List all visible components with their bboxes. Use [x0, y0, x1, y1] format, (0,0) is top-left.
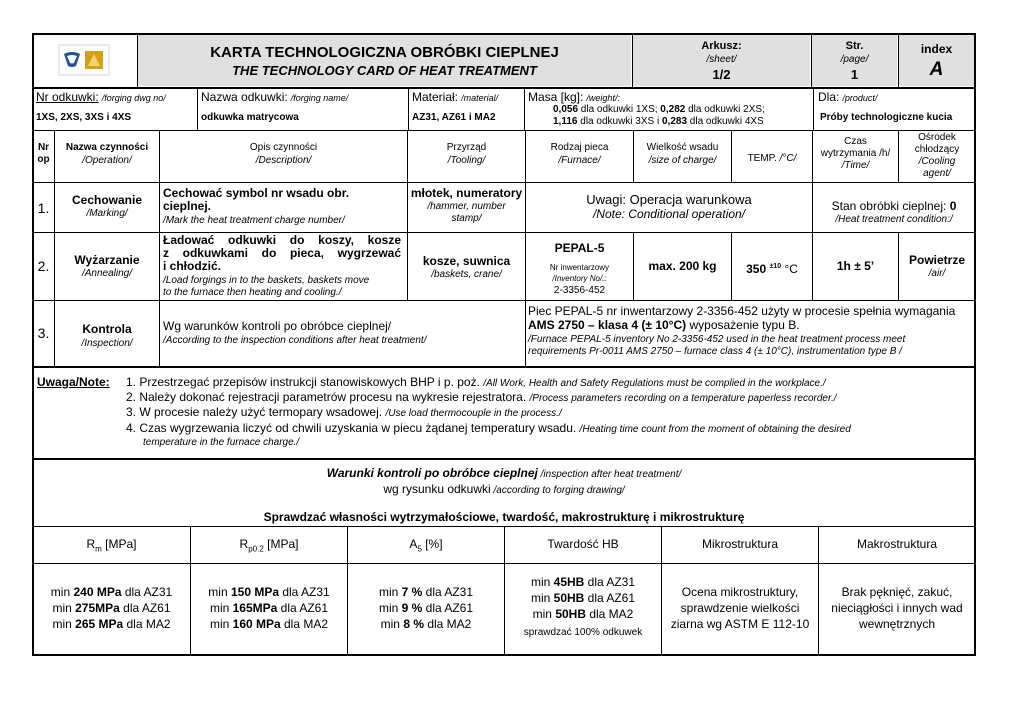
- line-v: [197, 87, 198, 130]
- prop-rm-alloy: dla AZ31: [121, 585, 173, 599]
- prop-rm-alloy: dla AZ61: [119, 601, 171, 615]
- prop-rm-line: [33, 600, 190, 616]
- prop-rm-value: 240 MPa: [73, 585, 122, 599]
- prop-a-alloy: dla AZ31: [422, 585, 474, 599]
- row3-furnace-en-1: /Furnace PEPAL-5 inventory No 2-3356-452 used in the heat treatment process meet: [528, 334, 906, 345]
- prop-rp-head: [191, 538, 347, 555]
- line-h: [32, 300, 976, 301]
- prop-a-symbol: A: [409, 537, 418, 551]
- prop-macro-values: [819, 584, 975, 632]
- col-size-en: /size of charge/: [648, 155, 717, 166]
- line-h: [32, 366, 976, 368]
- prop-rm-alloy: dla MA2: [123, 617, 171, 631]
- col-agent-2: chłodzący: [914, 144, 960, 155]
- row2-inv-value: 2-3356-452: [553, 285, 606, 296]
- note-2-en: /Process parameters recording on a temperature paperless recorder./: [529, 393, 837, 404]
- sheet-value: 1/2: [712, 67, 731, 82]
- page-label-en: /page/: [840, 54, 869, 65]
- prop-hb-value: 45HB: [553, 575, 585, 589]
- col-desc-en: /Description/: [255, 155, 312, 166]
- prop-hb-line: [505, 606, 661, 622]
- prop-macro-line: wewnętrznych: [858, 617, 936, 631]
- row3-desc: Wg warunków kontroli po obróbce cieplnej/: [163, 319, 392, 333]
- prop-a-value: 7 %: [401, 585, 423, 599]
- col-tool-en: /Tooling/: [447, 155, 486, 166]
- product-label: [818, 91, 877, 104]
- prop-hb-value: 50HB: [555, 607, 586, 621]
- mass-label-text: Masa [kg]:: [528, 90, 584, 104]
- row2-name-en: /Annealing/: [81, 268, 133, 279]
- min-label: min: [208, 585, 231, 599]
- row3-name-en: /Inspection/: [81, 338, 133, 349]
- row2-agent-en: /air/: [928, 268, 946, 279]
- sheet-label: Arkusz:: [701, 40, 742, 52]
- prop-micro-line: Ocena mikrostruktury,: [681, 585, 799, 599]
- col-agent: Ośrodek: [918, 132, 956, 143]
- company-logo: [58, 44, 110, 76]
- line-h: [32, 182, 976, 183]
- col-temp-text: TEMP.: [747, 153, 780, 164]
- row2-nr: 2.: [37, 258, 50, 274]
- prop-rm-unit: [MPa]: [101, 537, 137, 551]
- note-3-text: 3. W procesie należy użyć termopary wsadowej.: [126, 405, 386, 419]
- row2-name: Wyżarzanie: [74, 253, 140, 267]
- prop-micro-head: Mikrostruktura: [701, 537, 778, 551]
- title-pl: KARTA TECHNOLOGICZNA OBRÓBKI CIEPLNEJ: [210, 44, 559, 61]
- min-label: min: [209, 617, 233, 631]
- prop-rp-unit: [MPa]: [263, 537, 299, 551]
- prop-a-alloy: dla AZ61: [422, 601, 474, 615]
- prop-rm-line: [33, 584, 190, 600]
- prop-a-head: [348, 538, 504, 555]
- note-4-en-2: temperature in the furnace charge./: [143, 437, 300, 448]
- row2-temp-unit: °C: [781, 262, 798, 276]
- prop-rm-value: 275MPa: [75, 601, 120, 615]
- prop-rp-alloy: dla AZ31: [279, 585, 330, 599]
- line-h: [32, 87, 976, 89]
- note-1: [126, 376, 826, 389]
- row2-desc-3: i chłodzić.: [163, 259, 222, 273]
- mass-label: [528, 91, 620, 104]
- prop-rm-line: [33, 616, 190, 632]
- product-label-en: /product/: [842, 93, 878, 103]
- prop-a-unit: [%]: [421, 537, 443, 551]
- line-h: [32, 130, 976, 131]
- line-v: [408, 87, 409, 130]
- row1-state: [813, 200, 975, 213]
- row3-name: Kontrola: [82, 322, 132, 336]
- mass-value: 0,282: [660, 104, 686, 115]
- forging-no-label: [36, 91, 166, 104]
- forging-no-label-en: /forging dwg no/: [101, 93, 166, 103]
- row1-tool: młotek, numeratory: [410, 186, 523, 200]
- row1-nr: 1.: [37, 200, 50, 216]
- row2-desc-1: Ładować odkuwki do koszy, kosze: [163, 233, 401, 247]
- page-label: Str.: [845, 40, 864, 52]
- prop-micro-values: [662, 584, 818, 632]
- col-time-en: /Time/: [841, 160, 870, 171]
- min-label: min: [52, 617, 76, 631]
- product-label-text: Dla:: [818, 90, 840, 104]
- mass-label-en: /weight/:: [586, 93, 620, 103]
- prop-hb-alloy: dla AZ61: [584, 591, 636, 605]
- row2-furnace: PEPAL-5: [554, 241, 605, 255]
- col-furnace: Rodzaj pieca: [550, 142, 609, 153]
- mass-value: 0,056: [553, 104, 579, 115]
- mass-text: dla odkuwki 2XS;: [685, 104, 765, 115]
- mass-line-1: [553, 104, 765, 115]
- inspection-sub: [33, 483, 975, 496]
- col-agent-en: /Cooling: [918, 156, 956, 167]
- prop-rp-line: [191, 600, 347, 616]
- prop-rp-alloy: dla MA2: [280, 617, 329, 631]
- index-value: A: [929, 59, 944, 80]
- row2-tool-en: /baskets, crane/: [431, 269, 502, 280]
- mass-text: dla odkuwki 4XS: [687, 116, 764, 127]
- prop-rm-values: [33, 584, 190, 632]
- prop-rp-symbol: R: [239, 537, 249, 551]
- min-label: min: [209, 601, 233, 615]
- forging-name-value: odkuwka matrycowa: [201, 112, 299, 123]
- note-1-en: /All Work, Health and Safety Regulations must be complied in the workplace./: [483, 378, 826, 389]
- col-time: Czas: [844, 136, 867, 147]
- prop-rm-head: [33, 538, 190, 555]
- note-2: [126, 391, 837, 404]
- product-value: Próby technologiczne kucia: [820, 112, 953, 123]
- min-label: min: [380, 617, 404, 631]
- prop-macro-line: Brak pęknięć, zakuć,: [841, 585, 953, 599]
- line-v: [524, 87, 525, 130]
- row3-desc-en: /According to the inspection conditions after heat treatment/: [163, 335, 427, 346]
- row1-note: Uwagi: Operacja warunkowa: [586, 192, 752, 207]
- col-furnace-en: /Furnace/: [558, 155, 601, 166]
- note-4-en: /Heating time count from the moment of obtaining the desired: [579, 424, 851, 435]
- row2-desc-en-2: to the furnace then heating and cooling./: [163, 287, 342, 298]
- row2-desc-en-1: /Load forgings in to the baskets, baskets move: [163, 275, 370, 286]
- prop-macro-head: Makrostruktura: [856, 537, 938, 551]
- row2-time: 1h ± 5’: [836, 259, 875, 273]
- forging-name-label-text: Nazwa odkuwki:: [201, 90, 288, 104]
- mass-value: 1,116: [553, 116, 578, 127]
- min-label: min: [530, 575, 554, 589]
- col-size: Wielkość wsadu: [646, 142, 719, 153]
- prop-rp-value: 160 MPa: [232, 617, 281, 631]
- col-agent-en-2: agent/: [923, 168, 951, 179]
- note-4: [126, 422, 851, 435]
- forging-no-label-text: Nr odkuwki:: [36, 90, 99, 104]
- row2-inv-label: Nr inwentarzowy: [549, 263, 610, 272]
- col-name: Nazwa czynności: [65, 142, 149, 153]
- prop-a-line: [348, 600, 504, 616]
- col-tool: Przyrząd: [446, 142, 487, 153]
- mass-value: 0,283: [661, 116, 688, 127]
- col-desc: Opis czynności: [249, 142, 318, 153]
- prop-a-values: [348, 584, 504, 632]
- mass-line-2: [553, 116, 764, 127]
- prop-hb-line: [505, 590, 661, 606]
- sheet-label-en: /sheet/: [706, 54, 737, 65]
- col-name-en: /Operation/: [82, 155, 132, 166]
- prop-rm-symbol: R: [86, 537, 96, 551]
- row3-furnace-2: [528, 319, 800, 332]
- col-op: op: [37, 154, 50, 165]
- mass-text: dla odkuwki 3XS i: [577, 116, 662, 127]
- row1-state-label: Stan obróbki cieplnej:: [831, 199, 950, 213]
- prop-rp-value: 165MPa: [232, 601, 278, 615]
- note-4-text: 4. Czas wygrzewania liczyć od chwili uzyskania w piecu żądanej temperatury wsadu.: [126, 421, 580, 435]
- min-label: min: [50, 585, 74, 599]
- row2-temp-value: 350: [746, 262, 770, 276]
- prop-rp-alloy: dla AZ61: [277, 601, 329, 615]
- row1-name: Cechowanie: [71, 193, 143, 207]
- row1-name-en: /Marking/: [86, 208, 128, 219]
- min-label: min: [378, 601, 402, 615]
- prop-a-line: [348, 616, 504, 632]
- prop-hb-value: 50HB: [553, 591, 585, 605]
- prop-a-value: 9 %: [401, 601, 423, 615]
- row1-note-en: /Note: Conditional operation/: [592, 207, 746, 221]
- material-label-text: Materiał:: [412, 90, 459, 104]
- forging-no-value: 1XS, 2XS, 3XS i 4XS: [36, 112, 132, 123]
- material-label-en: /material/: [461, 93, 499, 103]
- material-label: [412, 91, 498, 104]
- mass-text: dla odkuwki 1XS;: [578, 104, 661, 115]
- prop-macro-line: nieciągłości i innych wad: [831, 601, 963, 615]
- inspection-sub-en: /according to forging drawing/: [490, 485, 625, 496]
- page-value: 1: [850, 67, 859, 82]
- prop-micro-line: sprawdzenie wielkości: [680, 601, 800, 615]
- row1-desc-en: /Mark the heat treatment charge number/: [163, 215, 345, 226]
- note-1-text: 1. Przestrzegać przepisów instrukcji stanowiskowych BHP i p. poż.: [126, 375, 484, 389]
- row1-state-value: 0: [949, 199, 957, 213]
- col-temp: [732, 153, 812, 164]
- row2-temp-tol: ±10: [769, 263, 782, 270]
- row3-furnace-1: Piec PEPAL-5 nr inwentarzowy 2-3356-452 użyty w procesie spełnia wymagania: [528, 304, 956, 318]
- row2-agent: Powietrze: [908, 253, 965, 267]
- note-2-text: 2. Należy dokonać rejestracji parametrów procesu na wykresie rejestratora.: [126, 390, 530, 404]
- notes-label: Uwaga/Note:: [37, 375, 110, 389]
- row2-desc-2: z odkuwkami do pieca, wygrzewać: [163, 246, 401, 260]
- forging-name-label: [201, 91, 348, 104]
- prop-hb-note: sprawdzać 100% odkuwek: [523, 627, 643, 638]
- min-label: min: [532, 607, 556, 621]
- col-temp-unit: /°C/: [779, 153, 797, 164]
- prop-a-value: 8 %: [403, 617, 424, 631]
- inspection-title-text: Warunki kontroli po obróbce cieplnej: [326, 466, 538, 480]
- prop-rp-line: [191, 616, 347, 632]
- row1-state-en: /Heat treatment condition:/: [835, 214, 953, 225]
- row2-size: max. 200 kg: [648, 259, 717, 273]
- inspection-title-en: /inspection after heat treatment/: [537, 469, 682, 480]
- row1-desc-1: Cechować symbol nr wsadu obr.: [163, 186, 350, 200]
- prop-a-alloy: dla MA2: [424, 617, 472, 631]
- prop-rp-sub: p0.2: [248, 544, 264, 554]
- row2-temp: [732, 260, 812, 276]
- material-value: AZ31, AZ61 i MA2: [412, 112, 496, 123]
- prop-rm-value: 265 MPa: [75, 617, 124, 631]
- inspection-sub-text: wg rysunku odkuwki: [383, 482, 491, 496]
- prop-hb-alloy: dla AZ31: [584, 575, 636, 589]
- index-label: index: [920, 42, 953, 56]
- row1-desc-2: cieplnej.: [163, 199, 212, 213]
- row2-inv-label-en: /Inventory No/.:: [552, 274, 607, 283]
- row1-tool-en-1: /hammer, number: [427, 201, 506, 212]
- col-time-2: wytrzymania /h/: [820, 148, 891, 159]
- row2-tool: kosze, suwnica: [422, 254, 511, 268]
- inspection-title: [33, 467, 975, 480]
- prop-a-line: [348, 584, 504, 600]
- prop-rp-value: 150 MPa: [230, 585, 279, 599]
- prop-a-sub: 5: [417, 544, 422, 554]
- col-nr: Nr: [37, 142, 50, 153]
- row3-furnace-en-2: requirements Pr-0011 AMS 2750 – furnace class 4 (± 10°C), instrumentation type B /: [528, 346, 902, 357]
- row3-ams-class: AMS 2750 – klasa 4 (± 10°C): [528, 318, 687, 332]
- prop-hb-line: [505, 574, 661, 590]
- inspection-check: Sprawdzać własności wytrzymałościowe, twardość, makrostrukturę i mikrostrukturę: [263, 510, 745, 524]
- prop-hb-alloy: dla MA2: [586, 607, 634, 621]
- prop-micro-line: ziarna wg ASTM E 112-10: [670, 617, 810, 631]
- min-label: min: [530, 591, 554, 605]
- min-label: min: [378, 585, 402, 599]
- note-3-en: /Use load thermocouple in the process./: [385, 408, 562, 419]
- prop-rp-line: [191, 584, 347, 600]
- note-3: [126, 406, 562, 419]
- row3-nr: 3.: [37, 325, 50, 341]
- row1-tool-en-2: stamp/: [451, 213, 482, 224]
- min-label: min: [52, 601, 76, 615]
- prop-rp-values: [191, 584, 347, 632]
- line-h: [32, 458, 976, 460]
- prop-hb-head: Twardość HB: [547, 537, 619, 551]
- prop-rm-sub: m: [95, 544, 102, 554]
- row3-equipment: wyposażenie typu B.: [686, 318, 800, 332]
- prop-hb-values: [505, 574, 661, 638]
- title-en: THE TECHNOLOGY CARD OF HEAT TREATMENT: [232, 63, 537, 78]
- forging-name-label-en: /forging name/: [290, 93, 349, 103]
- line-v: [813, 87, 814, 130]
